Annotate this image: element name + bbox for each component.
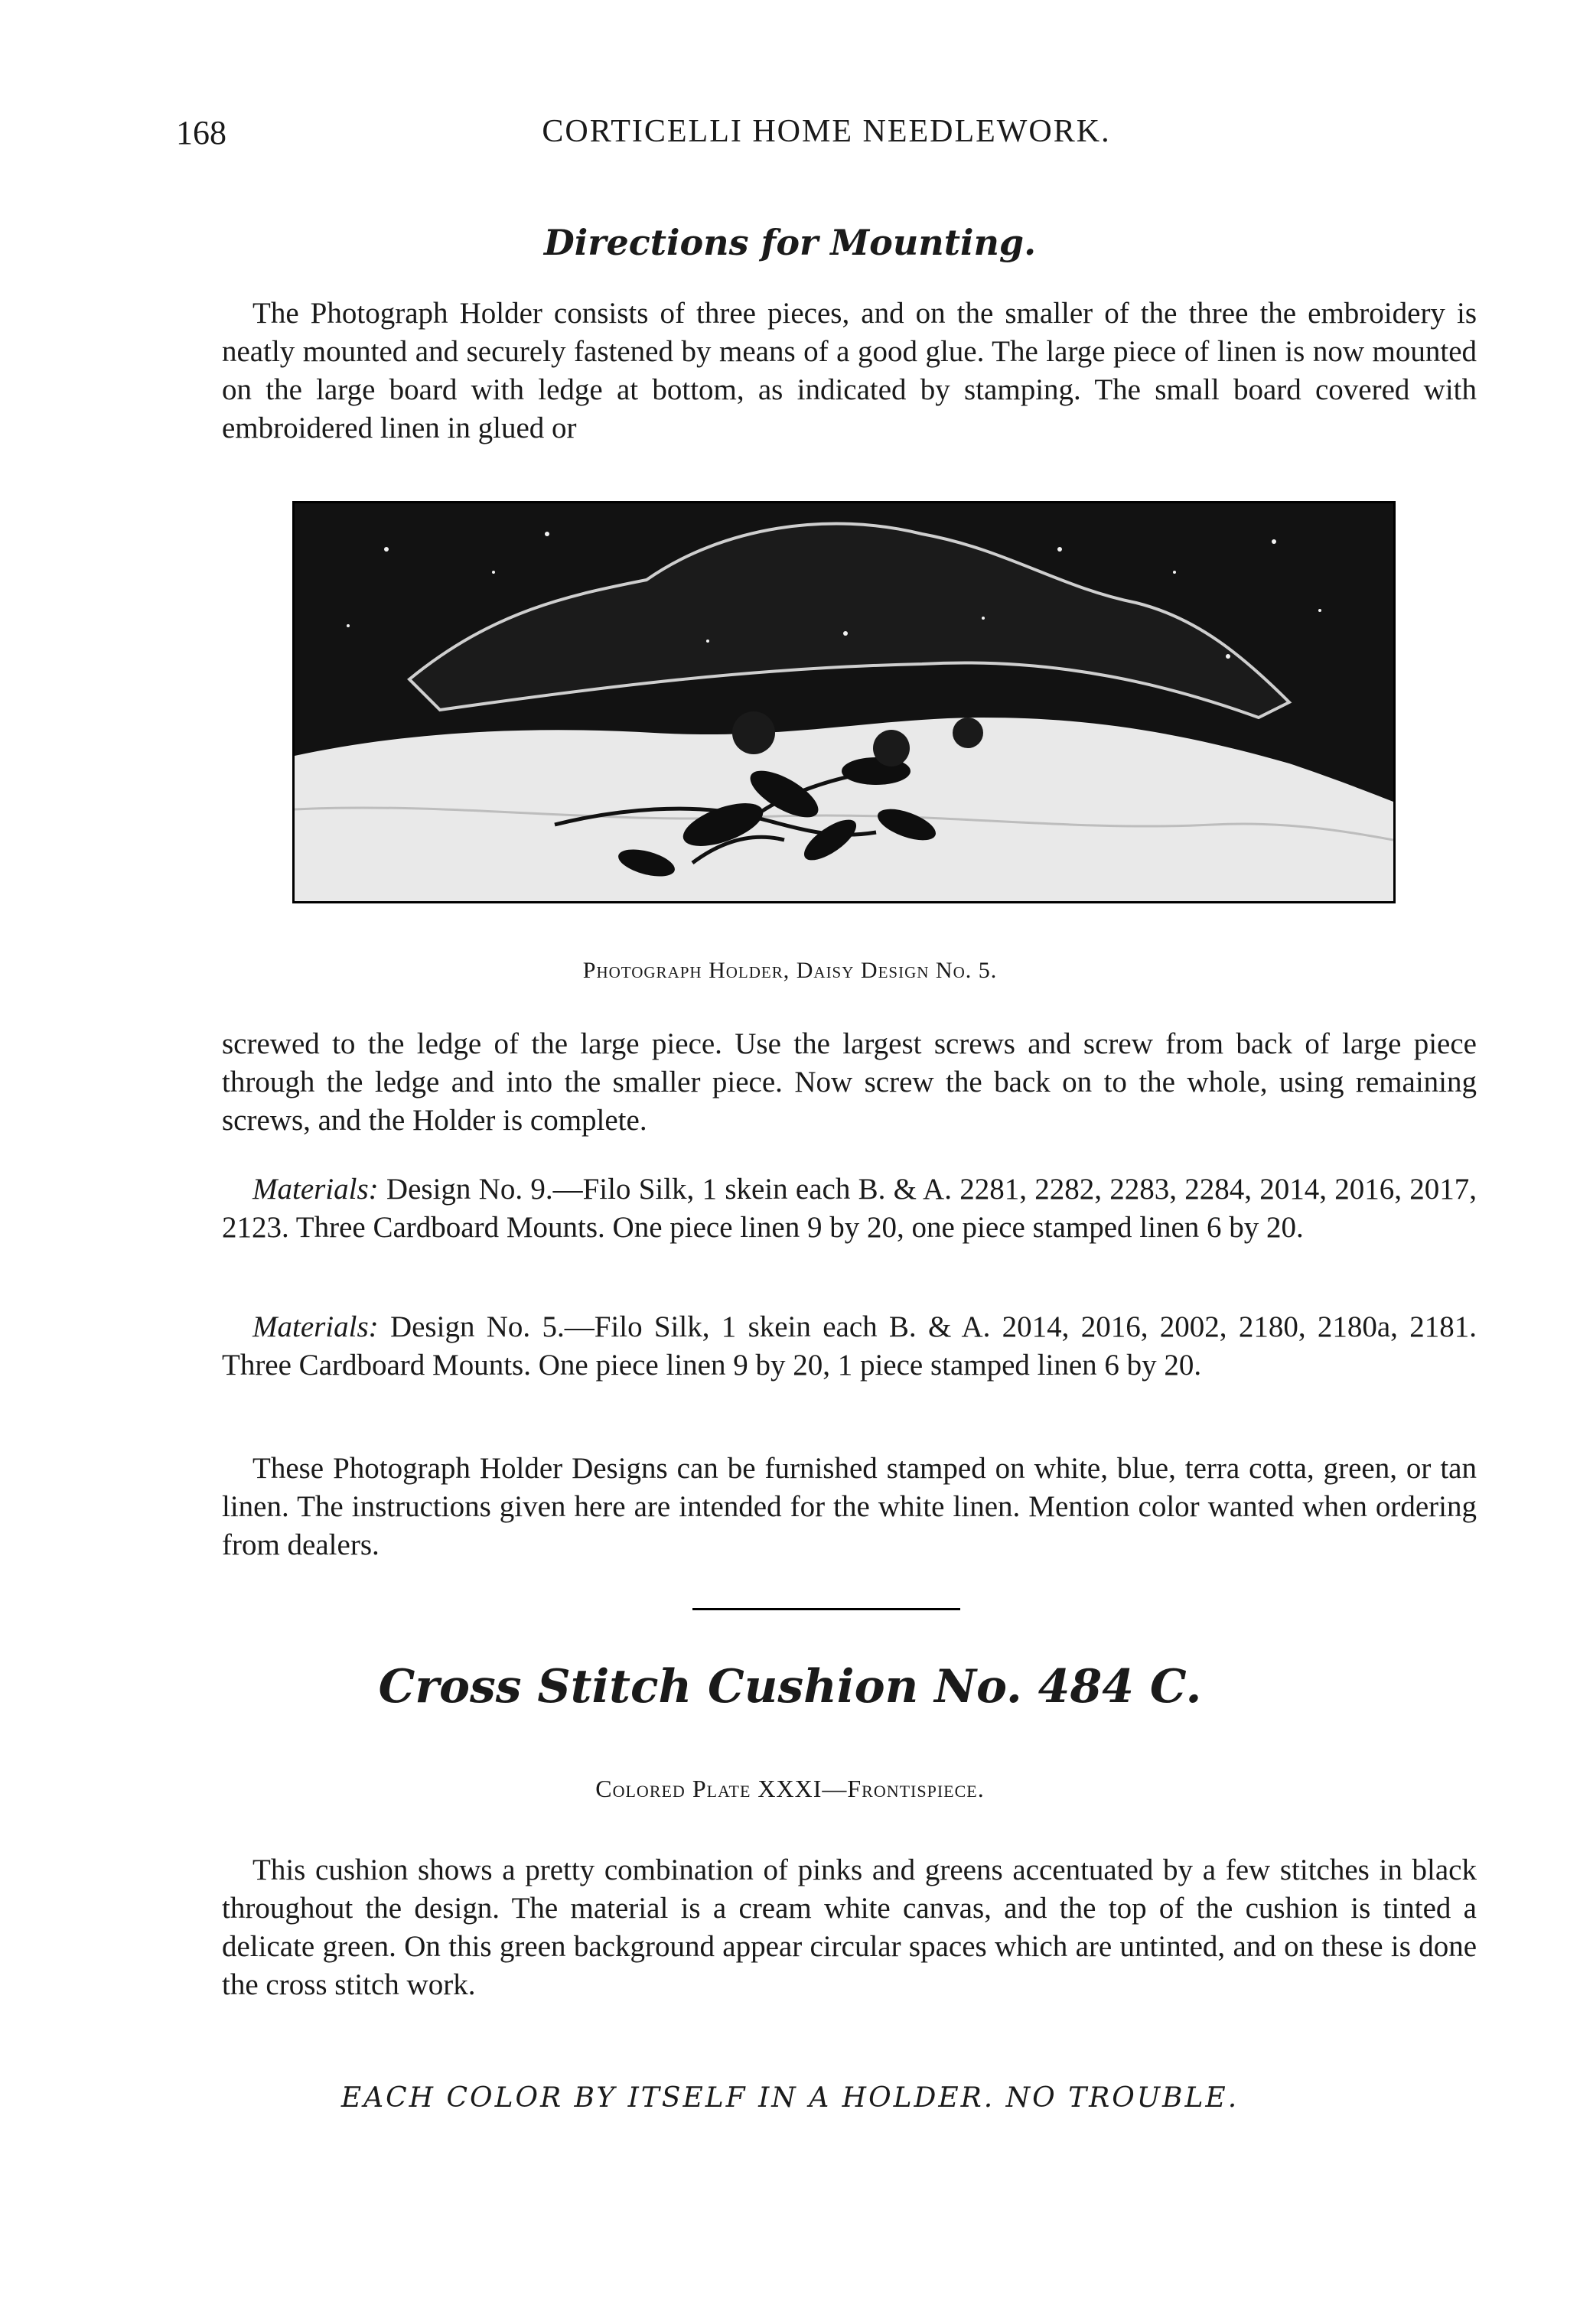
running-head: CORTICELLI HOME NEEDLEWORK. — [542, 114, 1111, 149]
plate-subtitle: Colored Plate XXXI—Frontispiece. — [595, 1775, 985, 1802]
page-number: 168 — [176, 114, 226, 151]
materials-design-9 — [222, 1170, 1477, 1247]
materials-label: Materials: — [252, 1173, 379, 1206]
materials-design-5 — [222, 1308, 1477, 1385]
materials-text: Design No. 9.—Filo Silk, 1 skein each B. & A. 2281, 2282, 2283, 2284, 2014, 2016, 2017, 2123. Three Cardboard Mounts. One piece linen 9 by 20, one piece stamped linen 6 by 20. — [222, 1173, 1477, 1244]
section-divider — [692, 1608, 960, 1610]
materials-label: Materials: — [252, 1310, 379, 1343]
figure-caption: Photograph Holder, Daisy Design No. 5. — [582, 958, 998, 983]
cushion-title: Cross Stitch Cushion No. 484 C. — [378, 1660, 1202, 1714]
linen-colors-paragraph: These Photograph Holder Designs can be furnished stamped on white, blue, terra cotta, green, or tan linen. The instructions given here are intended for the white linen. Mention color wanted when ordering from dealers. — [222, 1452, 1477, 1561]
mounting-paragraph: The Photograph Holder consists of three pieces, and on the smaller of the three the embroidery is neatly mounted and securely fastened by means of a good glue. The large piece of linen is now mounted on the large board with ledge at bottom, as indicated by stamping. The small board covered with embroidered linen in glued or — [222, 297, 1477, 444]
assembly-paragraph: screwed to the ledge of the large piece. Use the largest screws and screw from back of large piece through the ledge and into the smaller piece. Now screw the back on to the whole, using remaining screws, and the Holder is complete. — [222, 1027, 1477, 1137]
cushion-description: This cushion shows a pretty combination of pinks and greens accentuated by a few stitches in black throughout the design. The material is a cream white canvas, and the top of the cushion is tinted a delicate green. On this green background appear circular spaces which are untinted, and on these is done the cross stitch work. — [222, 1854, 1477, 2001]
photograph-holder-illustration — [292, 501, 1396, 903]
section-title: Directions for Mounting. — [543, 222, 1037, 263]
advertising-footer: EACH COLOR BY ITSELF IN A HOLDER. NO TROUBLE. — [340, 2082, 1240, 2114]
page-header — [176, 113, 1477, 159]
daisy-design-engraving — [295, 503, 1393, 901]
materials-text: Design No. 5.—Filo Silk, 1 skein each B. & A. 2014, 2016, 2002, 2180, 2180a, 2181. Three Cardboard Mounts. One piece linen 9 by 20, 1 piece stamped linen 6 by 20. — [222, 1310, 1477, 1382]
